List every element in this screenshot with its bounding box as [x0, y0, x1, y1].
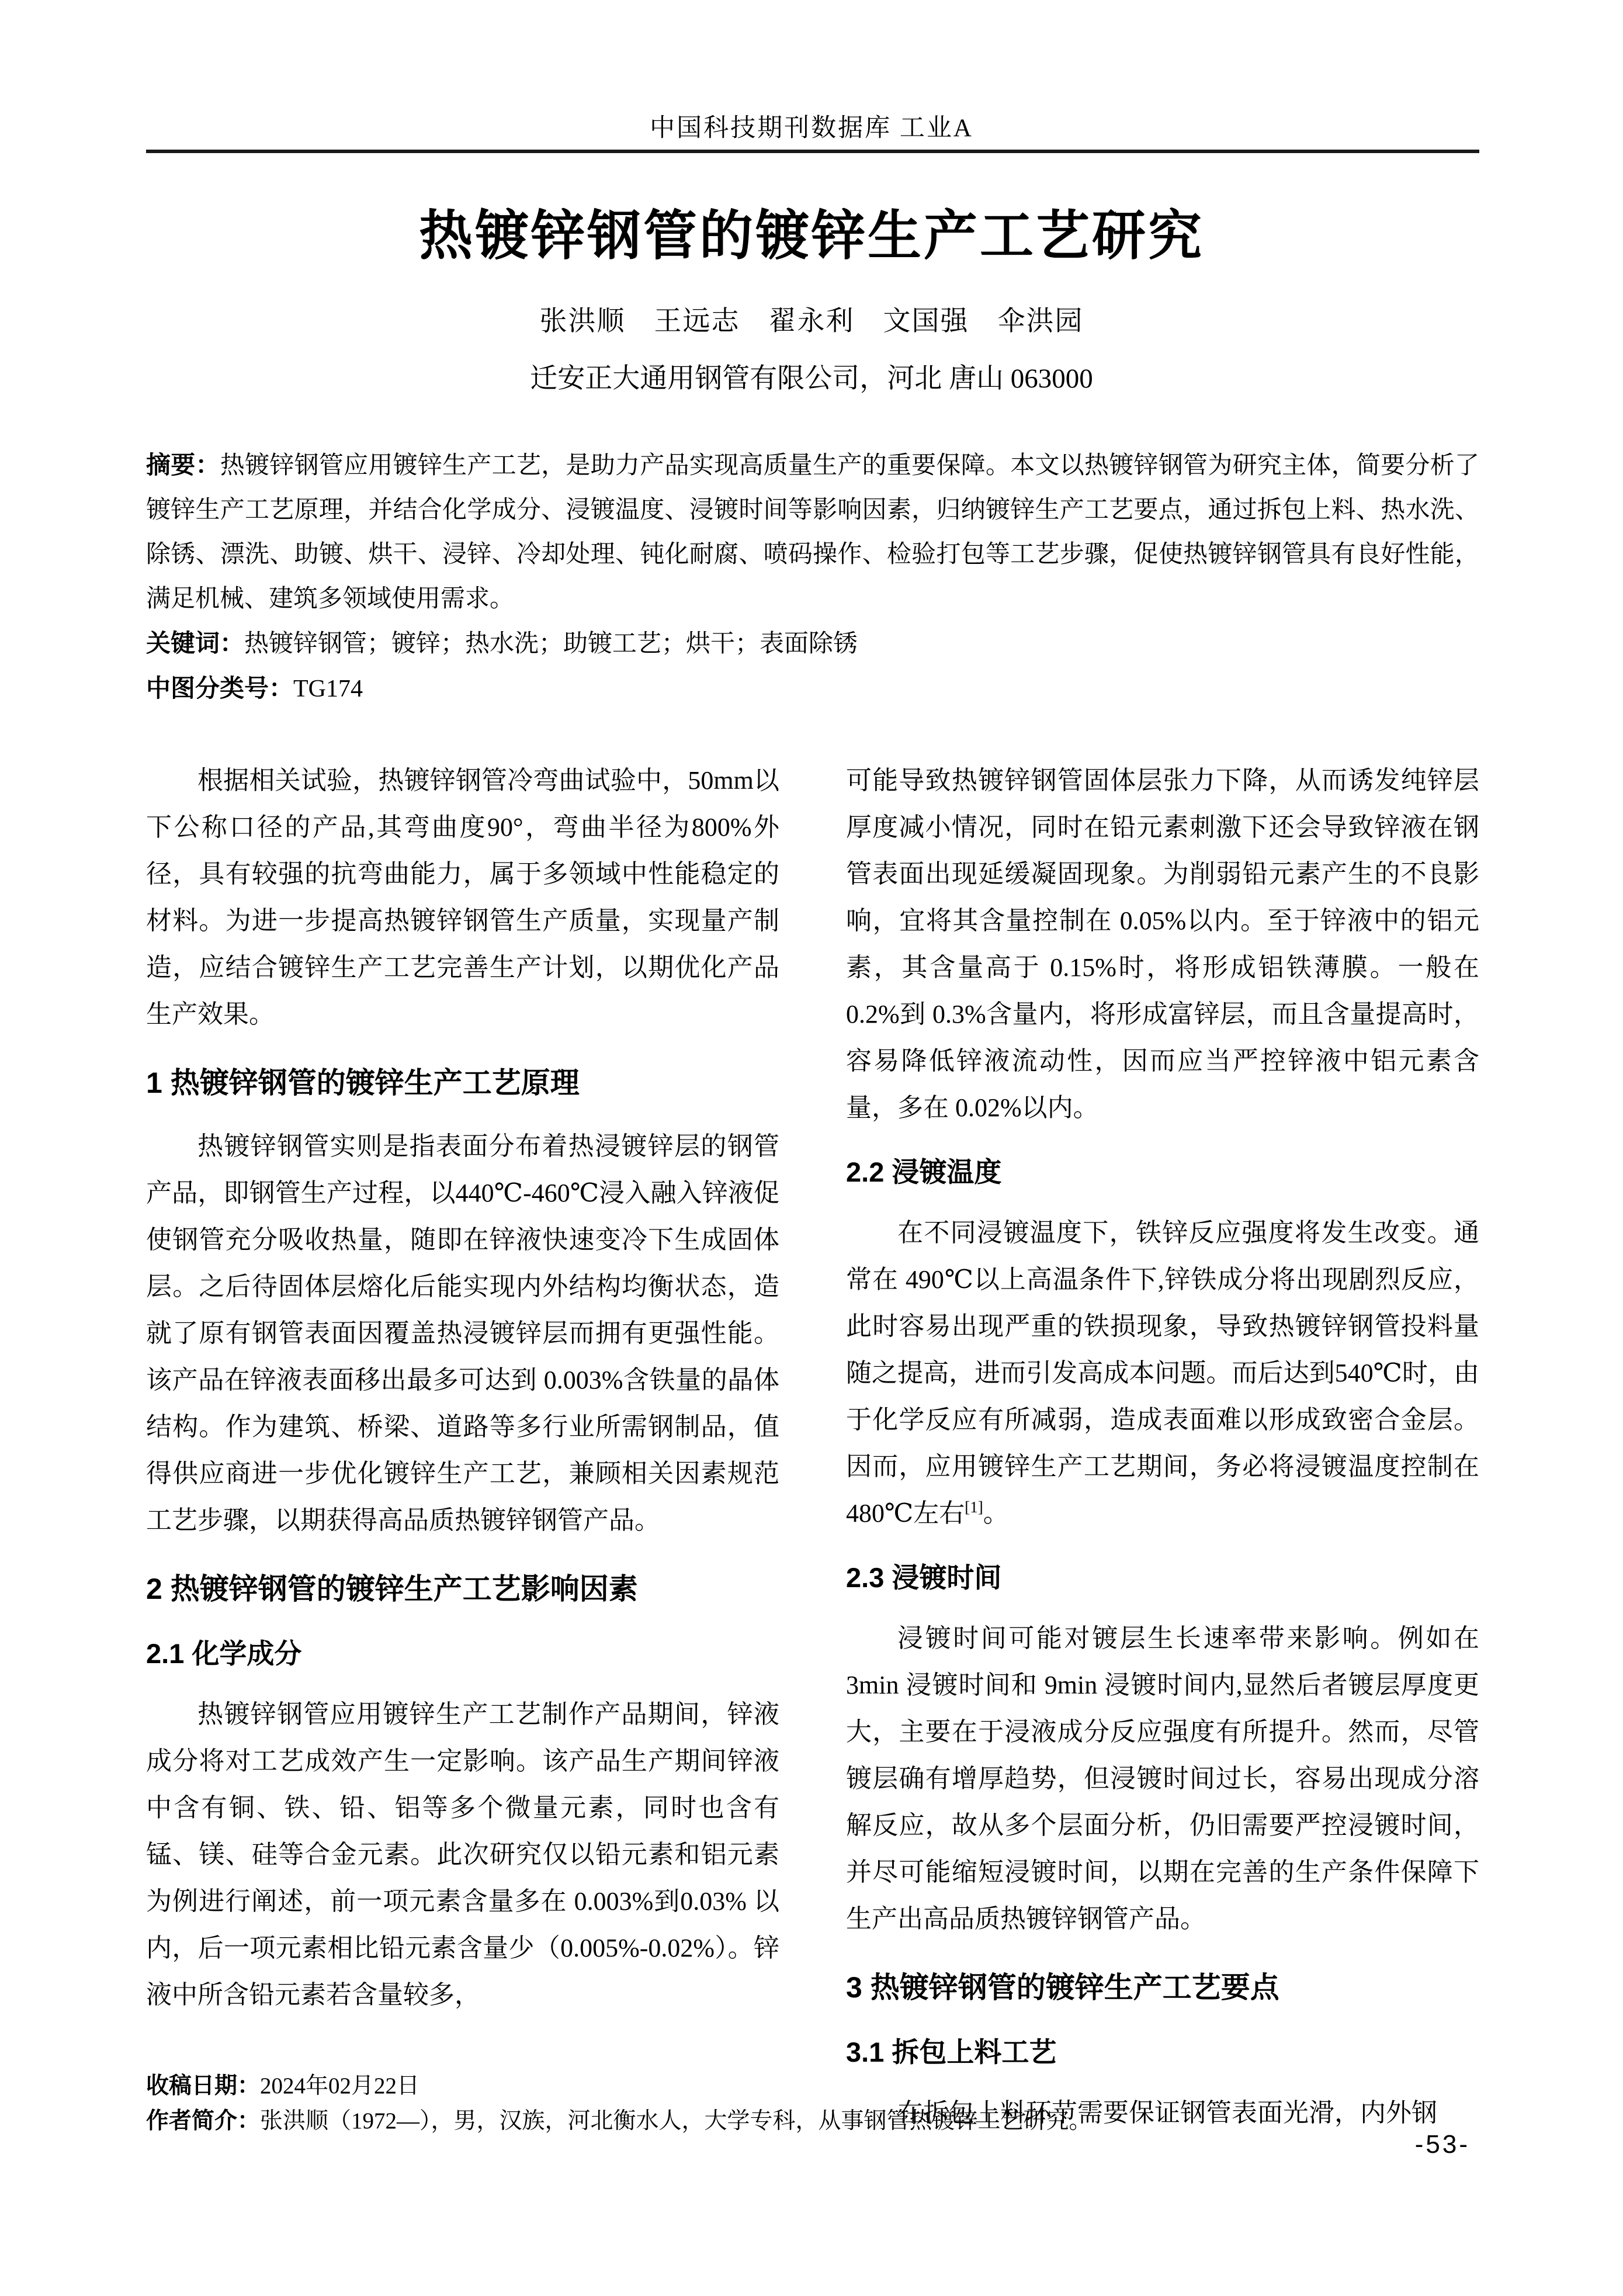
- footnote-block: [146, 2069, 1479, 2139]
- header-rule: [146, 150, 1479, 153]
- right-column: [846, 757, 1479, 2136]
- abstract-label: 摘要：: [146, 451, 220, 479]
- page-number: -53-: [1414, 2130, 1470, 2159]
- clc-line: [146, 666, 1479, 711]
- received-date-value: 2024年02月22日: [260, 2073, 420, 2098]
- front-matter: [146, 443, 1479, 711]
- citation-ref-1: [1]: [965, 1498, 983, 1516]
- keywords-label: 关键词：: [146, 629, 245, 657]
- received-date-line: [146, 2069, 1479, 2104]
- subsection-heading-2-3: 2.3 浸镀时间: [846, 1562, 1002, 1593]
- received-date-label: 收稿日期：: [146, 2073, 261, 2098]
- paragraph-unpacking: 在拆包上料环节需要保证钢管表面光滑，内外钢: [897, 2098, 1437, 2127]
- paragraph-temperature: [846, 1210, 1479, 1537]
- abstract-paragraph: [146, 443, 1479, 621]
- journal-header-line: 中国科技期刊数据库 工业A: [650, 115, 973, 142]
- keywords-text: 热镀锌钢管；镀锌；热水洗；助镀工艺；烘干；表面除锈: [244, 631, 858, 657]
- paragraph-intro: 根据相关试验，热镀锌钢管冷弯曲试验中，50mm以下公称口径的产品,其弯曲度90°，弯曲半径为800%外径，具有较强的抗弯曲能力，属于多领域中性能稳定的材料。为进一步提高热镀锌钢管生产质量，实现量产制造，应结合镀锌生产工艺完善生产计划，以期优化产品生产效果。: [146, 766, 779, 1028]
- paragraph-chemistry-continued: 可能导致热镀锌钢管固体层张力下降，从而诱发纯锌层厚度减小情况，同时在铅元素刺激下还会导致锌液在钢管表面出现延缓凝固现象。为削弱铅元素产生的不良影响，宜将其含量控制在 0.05%以内。至于锌液中的铝元素，其含量高于 0.15%时，将形成铝铁薄膜。一般在 0.2%到 0.3%含量内，将形成富锌层，而且含量提高时，容易降低锌液流动性，因而应当严控锌液中铝元素含量，多在 0.02%以内。: [846, 766, 1479, 1122]
- paragraph-temperature-text: 在不同浸镀温度下，铁锌反应强度将发生改变。通常在 490℃以上高温条件下,锌铁成分将出现剧烈反应，此时容易出现严重的铁损现象，导致热镀锌钢管投料量随之提高，进而引发高成本问题。而后达到540℃时，由于化学反应有所减弱，造成表面难以形成致密合金层。因而，应用镀锌生产工艺期间，务必将浸镀温度控制在 480℃左右: [846, 1218, 1479, 1528]
- abstract-text: 热镀锌钢管应用镀锌生产工艺，是助力产品实现高质量生产的重要保障。本文以热镀锌钢管为研究主体，简要分析了镀锌生产工艺原理，并结合化学成分、浸镀温度、浸镀时间等影响因素，归纳镀锌生产工艺要点，通过拆包上料、热水洗、除锈、漂洗、助镀、烘干、浸锌、冷却处理、钝化耐腐、喷码操作、检验打包等工艺步骤，促使热镀锌钢管具有良好性能，满足机械、建筑多领域使用需求。: [146, 452, 1479, 612]
- author-bio-label: 作者简介：: [146, 2108, 261, 2134]
- clc-text: TG174: [293, 676, 363, 702]
- authors-line: 张洪顺 王远志 翟永利 文国强 伞洪园: [539, 306, 1084, 337]
- article-title: 热镀锌钢管的镀锌生产工艺研究: [418, 206, 1204, 266]
- keywords-line: [146, 621, 1479, 666]
- clc-label: 中图分类号：: [146, 674, 294, 702]
- paragraph-principle: 热镀锌钢管实则是指表面分布着热浸镀锌层的钢管产品，即钢管生产过程，以440℃-460℃浸入融入锌液促使钢管充分吸收热量，随即在锌液快速变冷下生成固体层。之后待固体层熔化后能实现内外结构均衡状态，造就了原有钢管表面因覆盖热浸镀锌层而拥有更强性能。该产品在锌液表面移出最多可达到 0.003%含铁量的晶体结构。作为建筑、桥梁、道路等多行业所需钢制品，值得供应商进一步优化镀锌生产工艺，兼顾相关因素规范工艺步骤，以期获得高品质热镀锌钢管产品。: [146, 1132, 779, 1535]
- left-column: [146, 757, 779, 2018]
- subsection-heading-3-1: 3.1 拆包上料工艺: [846, 2037, 1057, 2068]
- author-bio-text: 张洪顺（1972—），男，汉族，河北衡水人，大学专科，从事钢管热镀锌工艺研究。: [260, 2108, 1092, 2134]
- section-heading-3: 3 热镀锌钢管的镀锌生产工艺要点: [846, 1971, 1279, 2004]
- affiliation-line: 迁安正大通用钢管有限公司，河北 唐山 063000: [530, 363, 1093, 394]
- section-heading-1: 1 热镀锌钢管的镀锌生产工艺原理: [146, 1066, 580, 1099]
- subsection-heading-2-2: 2.2 浸镀温度: [846, 1156, 1002, 1187]
- author-bio-line: [146, 2104, 1479, 2139]
- paragraph-time: 浸镀时间可能对镀层生长速率带来影响。例如在3min 浸镀时间和 9min 浸镀时间内,显然后者镀层厚度更大，主要在于浸液成分反应强度有所提升。然而，尽管镀层确有增厚趋势，但浸镀时间过长，容易出现成分溶解反应，故从多个层面分析，仍旧需要严控浸镀时间，并尽可能缩短浸镀时间，以期在完善的生产条件保障下生产出高品质热镀锌钢管产品。: [846, 1624, 1479, 1933]
- subsection-heading-2-1: 2.1 化学成分: [146, 1638, 302, 1669]
- paragraph-chemistry: 热镀锌钢管应用镀锌生产工艺制作产品期间，锌液成分将对工艺成效产生一定影响。该产品生产期间锌液中含有铜、铁、铅、铝等多个微量元素，同时也含有锰、镁、硅等合金元素。此次研究仅以铅元素和铝元素为例进行阐述，前一项元素含量多在 0.003%到0.03% 以内，后一项元素相比铅元素含量少（0.005%-0.02%）。锌液中所含铅元素若含量较多，: [146, 1700, 779, 2009]
- section-heading-2: 2 热镀锌钢管的镀锌生产工艺影响因素: [146, 1573, 638, 1605]
- paragraph-temperature-tail: 。: [983, 1499, 1009, 1528]
